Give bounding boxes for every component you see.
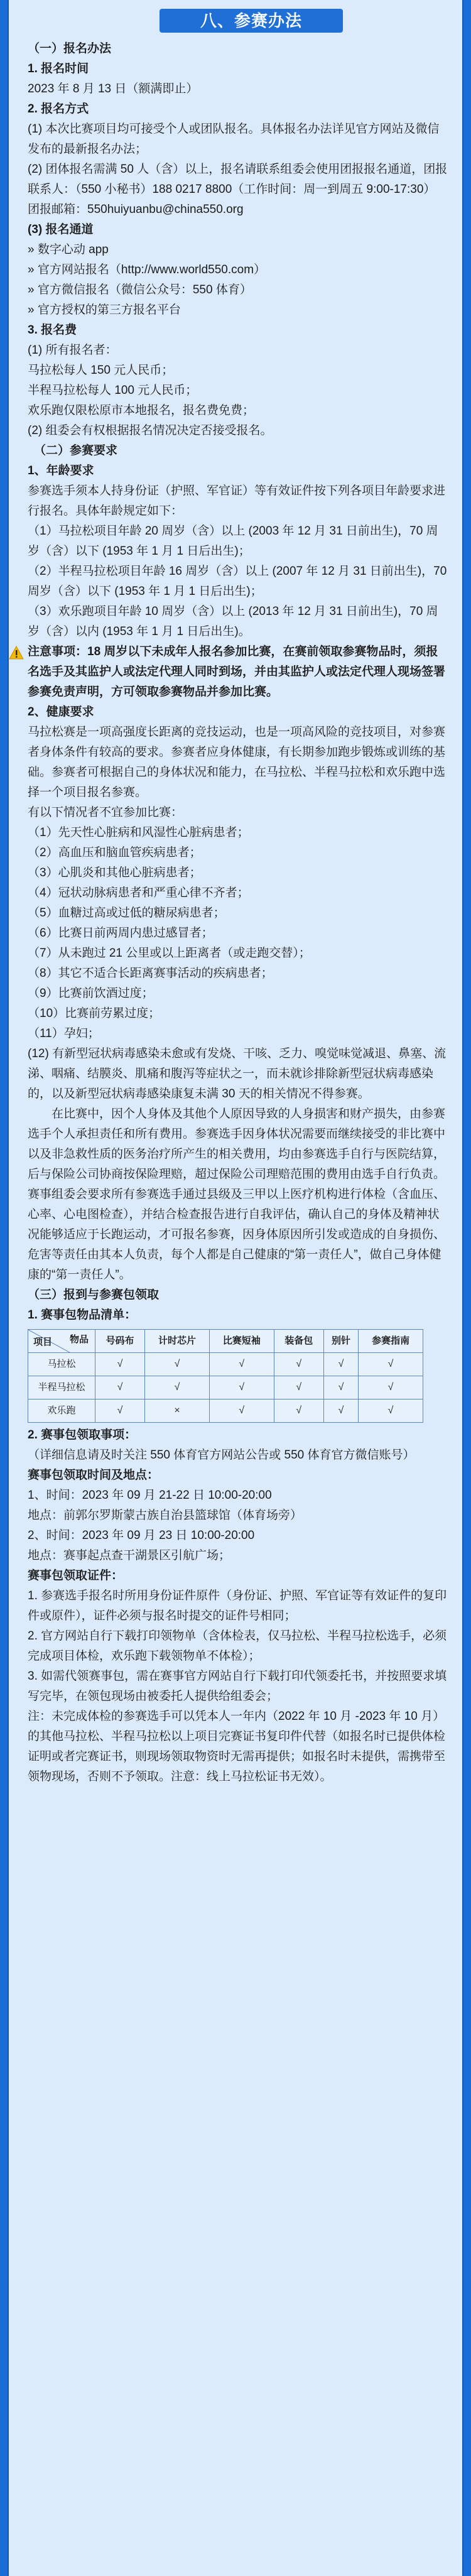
- unfit-item-12: (12) 有新型冠状病毒感染未愈或有发烧、干咳、乏力、嗅觉味觉减退、鼻塞、流涕、咽痛、结膜炎、肌痛和腹泻等症状之一，而未就诊排除新型冠状病毒感染的，以及新型冠状病毒感染康复未满 30 天的相关情况不得参赛。: [28, 1047, 447, 1101]
- table-cell: √: [95, 1376, 145, 1399]
- kit-rule-item: 3. 如需代领赛事包，需在赛事官方网站自行下载打印代领委托书，并按照要求填写完毕，在领包现场由被委托人提供给组委会；: [28, 1670, 447, 1703]
- reg-fee-1: (1) 所有报名者：: [28, 344, 117, 357]
- kit-pick-heading: 2. 赛事包领取事项：: [28, 1428, 137, 1442]
- reg-fee-item: 马拉松每人 150 元人民币；: [28, 364, 174, 377]
- table-cell: √: [209, 1399, 274, 1423]
- reg-channel-item: » 数字心动 app: [28, 243, 109, 256]
- req-age-item: （3）欢乐跑项目年龄 10 周岁（含）以上 (2013 年 12 月 31 日前出生)，70 周岁（含）以内 (1953 年 1 月 1 日后出生)。: [28, 605, 438, 638]
- unfit-item: （4）冠状动脉病患者和严重心律不齐者；: [28, 886, 249, 899]
- notice-row: [9, 642, 450, 702]
- kit-col-header: 装备包: [274, 1330, 323, 1353]
- notice-text: 注意事项：18 周岁以下未成年人报名参加比赛，在赛前领取参赛物品时，须报名选手及其监护人或法定代理人同时到场，并由其监护人或法定代理人现场签署参赛免责声明，方可领取参赛物品并参加比赛。: [28, 645, 446, 698]
- req-age-item: （2）半程马拉松项目年龄 16 周岁（含）以上 (2007 年 12 月 31 日前出生)，70 周岁（含）以下 (1953 年 1 月 1 日后出生)；: [28, 565, 447, 598]
- reg-fee-2: (2) 组委会有权根据报名情况决定否接受报名。: [28, 424, 273, 437]
- table-cell: √: [274, 1399, 323, 1423]
- table-cell: √: [323, 1399, 358, 1423]
- unfit-item: （8）其它不适合长距离赛事活动的疾病患者；: [28, 967, 273, 980]
- reg-channel-heading: (3) 报名通道: [28, 223, 94, 236]
- kit-heading: （三）报到与参赛包领取: [28, 1288, 160, 1302]
- row-label: 欢乐跑: [28, 1399, 95, 1423]
- reg-fee-item: 半程马拉松每人 100 元人民币；: [28, 384, 198, 397]
- table-cell: √: [359, 1376, 423, 1399]
- kit-time-1: 1、时间：2023 年 09 月 21-22 日 10:00-20:00: [28, 1489, 272, 1502]
- table-cell: √: [95, 1353, 145, 1376]
- page-frame: [8, 0, 463, 2576]
- unfit-item: （5）血糖过高或过低的糖尿病患者；: [28, 906, 225, 920]
- kit-rule-item: 1. 参赛选手报名时所用身份证件原件（身份证、护照、军官证等有效证件的复印件或原件），证件必须与报名时提交的证件号相同；: [28, 1589, 447, 1622]
- table-cell: √: [274, 1353, 323, 1376]
- req-health-paragraph: 马拉松赛是一项高强度长距离的竞技运动，也是一项高风险的竞技项目，对参赛者身体条件有较高的要求。参赛者应身体健康，有长期参加跑步锻炼或训练的基础。参赛者可根据自己的身体状况和能力，在马拉松、半程马拉松和欢乐跑中选择一个项目报名参赛。: [28, 726, 446, 799]
- kit-loc-1: 地点：前郭尔罗斯蒙古族自治县篮球馆（体育场旁）: [28, 1509, 303, 1522]
- kit-list-heading: 1. 赛事包物品清单：: [28, 1308, 137, 1322]
- table-row: [28, 1376, 423, 1399]
- section-title: 八、参赛办法: [160, 9, 343, 33]
- reg-channel-item: » 官方授权的第三方报名平台: [28, 303, 181, 317]
- unfit-item: （7）从未跑过 21 公里或以上距离者（或走跑交替）；: [28, 947, 311, 960]
- warning-icon: [9, 646, 24, 660]
- kit-pick-note: （详细信息请及时关注 550 体育官方网站公告或 550 体育官方微信账号）: [28, 1448, 415, 1462]
- reg-time-heading: 1. 报名时间: [28, 62, 89, 75]
- kit-col-header: 别针: [323, 1330, 358, 1353]
- table-cell: √: [95, 1399, 145, 1423]
- table-cell: √: [323, 1376, 358, 1399]
- req-age-heading: 1、年龄要求: [28, 464, 94, 477]
- req-age-paragraph: 参赛选手须本人持身份证（护照、军官证）等有效证件按下列各项目年龄要求进行报名。具体年龄规定如下：: [28, 484, 446, 518]
- reg-method-2: (2) 团体报名需满 50 人（含）以上，报名请联系组委会使用团报报名通道，团报联系人：（550 小秘书）188 0217 8800（工作时间：周一到周五 9:00-17:30）: [28, 163, 448, 196]
- unfit-item: （11）孕妇；: [28, 1027, 100, 1040]
- reg-method-1: (1) 本次比赛项目均可接受个人或团队报名。具体报名办法详见官方网站及微信发布的最新报名办法；: [28, 122, 440, 156]
- kit-table-corner: [28, 1330, 95, 1353]
- table-cell: √: [274, 1376, 323, 1399]
- kit-table: [28, 1329, 423, 1423]
- table-cell: √: [209, 1376, 274, 1399]
- table-cell: √: [145, 1353, 210, 1376]
- table-cell: √: [209, 1353, 274, 1376]
- reg-channel-item: » 官方微信报名（微信公众号：550 体育）: [28, 283, 252, 296]
- reg-fee-heading: 3. 报名费: [28, 323, 77, 337]
- kit-col-header: 参赛指南: [359, 1330, 423, 1353]
- liability-paragraph: 在比赛中，因个人身体及其他个人原因导致的人身损害和财产损失，由参赛选手个人承担责任和所有费用。参赛选手因身体状况需要而继续接受的非比赛中以及非急救性质的医务治疗所产生的相关费用，均由参赛选手自行与医院结算，后与保险公司协商按保险理赔，超过保险公司理赔范围的费用由选手自行负责。赛事组委会要求所有参赛选手通过县级及三甲以上医疗机构进行体检（含血压、心率、心电图检查），并结合检查报告进行自我评估，确认自己的身体及精神状况能够适应于长跑运动，才可报名参赛，因身体原因所引发或造成的自身损伤、危害等责任由其本人负责，每个人都是自己健康的“第一责任人”，做自己身体健康的“第一责任人”。: [28, 1107, 446, 1281]
- table-row: [28, 1399, 423, 1423]
- corner-top-label: 物品: [69, 1334, 89, 1345]
- page-inner: [28, 0, 450, 2576]
- kit-col-header: 计时芯片: [145, 1330, 210, 1353]
- unfit-item: （2）高血压和脑血管疾病患者；: [28, 846, 202, 859]
- unfit-item: （1）先天性心脏病和风湿性心脏病患者；: [28, 826, 249, 839]
- kit-col-header: 比赛短袖: [209, 1330, 274, 1353]
- unfit-item: （10）比赛前劳累过度；: [28, 1007, 161, 1020]
- reg-method-heading: 2. 报名方式: [28, 102, 89, 116]
- table-cell: √: [145, 1376, 210, 1399]
- unfit-list: [28, 823, 450, 1044]
- kit-loc-2: 地点：赛事起点查干湖景区引航广场；: [28, 1549, 231, 1562]
- kit-rule-note: 注：未完成体检的参赛选手可以凭本人一年内（2022 年 10 月 -2023 年 10 月）的其他马拉松、半程马拉松以上项目完赛证书复印件代替（如报名时已提供体检证明或者完赛证书，则现场领取物资时无需再提供；如报名时未提供，需携带至领物现场，否则不予领取。注意：线上马拉松证书无效）。: [28, 1710, 446, 1783]
- table-cell: √: [323, 1353, 358, 1376]
- reg-heading: （一）报名办法: [28, 42, 112, 55]
- table-row: [28, 1353, 423, 1376]
- kit-table-header-row: [28, 1330, 423, 1353]
- table-cell: ×: [145, 1399, 210, 1423]
- req-health-heading: 2、健康要求: [28, 705, 94, 719]
- table-cell: √: [359, 1399, 423, 1423]
- reg-time-value: 2023 年 8 月 13 日（额满即止）: [28, 82, 198, 95]
- reg-channel-item: » 官方网站报名（http://www.world550.com）: [28, 263, 266, 276]
- kit-rule-item: 2. 官方网站自行下载打印领物单（含体检表，仅马拉松、半程马拉松选手，必须完成项目体检，欢乐跑下载领物单不体检）；: [28, 1629, 447, 1663]
- unfit-item: （3）心肌炎和其他心脏病患者；: [28, 866, 202, 879]
- table-cell: √: [359, 1353, 423, 1376]
- content: [28, 39, 450, 1787]
- row-label: 马拉松: [28, 1353, 95, 1376]
- req-unfit-intro: 有以下情况者不宜参加比赛：: [28, 806, 183, 819]
- kit-col-header: 号码布: [95, 1330, 145, 1353]
- reg-method-3: 团报邮箱：550huiyuanbu@china550.org: [28, 203, 244, 216]
- corner-bottom-label: 项目: [33, 1337, 53, 1347]
- row-label: 半程马拉松: [28, 1376, 95, 1399]
- unfit-item: （6）比赛日前两周内患过感冒者；: [28, 927, 214, 940]
- kit-time-loc-heading: 赛事包领取时间及地点：: [28, 1469, 160, 1482]
- req-heading: （二）参赛要求: [34, 444, 118, 457]
- kit-rules-heading: 赛事包领取证件：: [28, 1569, 124, 1582]
- kit-time-2: 2、时间：2023 年 09 月 23 日 10:00-20:00: [28, 1529, 255, 1542]
- reg-fee-item: 欢乐跑仅限松原市本地报名，报名费免费；: [28, 404, 255, 417]
- req-age-item: （1）马拉松项目年龄 20 周岁（含）以上 (2003 年 12 月 31 日前出生)，70 周岁（含）以下 (1953 年 1 月 1 日后出生)；: [28, 524, 438, 558]
- unfit-item: （9）比赛前饮酒过度；: [28, 987, 154, 1000]
